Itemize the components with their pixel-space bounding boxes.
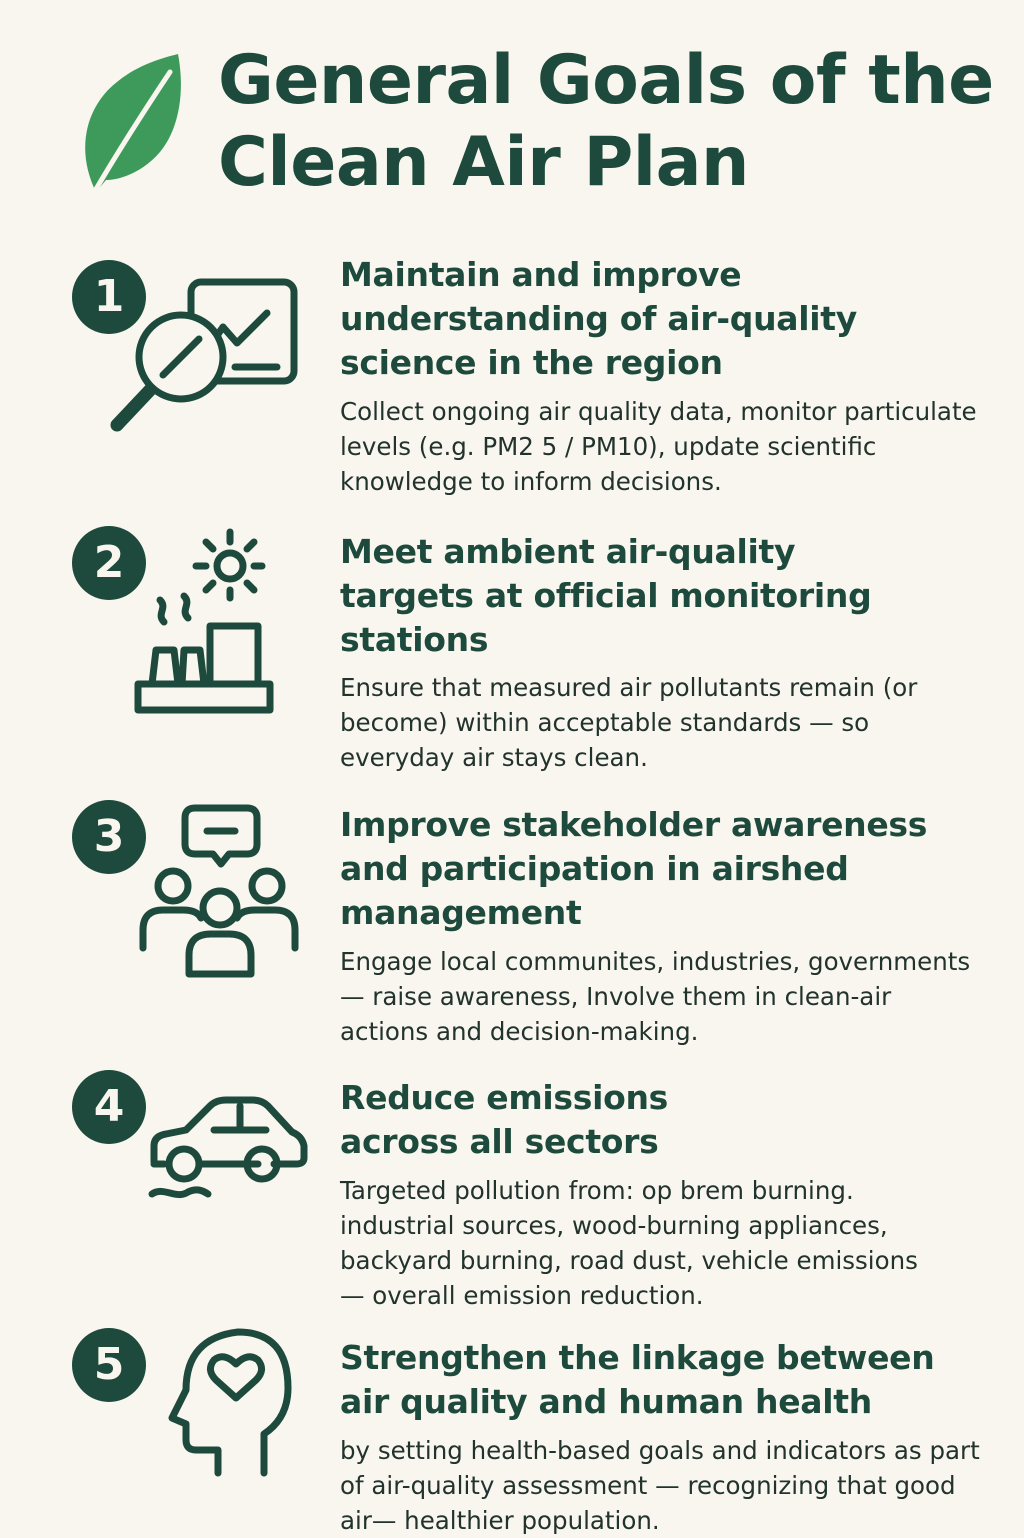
goal-description: Ensure that measured air pollutants remain (or become) within acceptable standards — so everyday air stays clean. — [340, 673, 918, 772]
header — [0, 0, 1024, 210]
goal-title: Maintain and improve understanding of air-quality science in the region — [340, 255, 857, 382]
goal-title: Strengthen the linkage between air quality and human health — [340, 1338, 935, 1421]
goal-description: by setting health-based goals and indicators as part of air-quality assessment — recognizing that good air— healthier population. — [340, 1436, 980, 1535]
head-heart-icon — [160, 1328, 300, 1478]
goal-description: Engage local communites, industries, governments — raise awareness, Involve them in clean-air actions and decision-making. — [340, 947, 971, 1046]
page-title: General Goals of the Clean Air Plan — [218, 41, 994, 202]
goal-number-badge: 5 — [72, 1328, 146, 1402]
goal-title: Reduce emissions across all sectors — [340, 1078, 669, 1161]
goal-number-badge: 3 — [72, 800, 146, 874]
car-icon — [140, 1090, 315, 1205]
leaf-icon — [78, 50, 188, 200]
factory-sun-icon — [130, 526, 280, 716]
goal-description: Collect ongoing air quality data, monitor particulate levels (e.g. PM2 5 / PM10), update scientific knowledge to inform decisions. — [340, 397, 977, 496]
magnifier-chart-icon — [105, 275, 305, 455]
goal-number-badge: 1 — [72, 260, 146, 334]
goal-title: Meet ambient air-quality targets at official monitoring stations — [340, 532, 872, 659]
goal-number-badge: 2 — [72, 526, 146, 600]
goal-number-badge: 4 — [72, 1070, 146, 1144]
goal-description: Targeted pollution from: op brem burning. industrial sources, wood-burning appliances, backyard burning, road dust, vehicle emissions — overall emission reduction. — [340, 1176, 918, 1310]
people-speech-icon — [135, 800, 305, 980]
goal-title: Improve stakeholder awareness and participation in airshed management — [340, 805, 928, 932]
